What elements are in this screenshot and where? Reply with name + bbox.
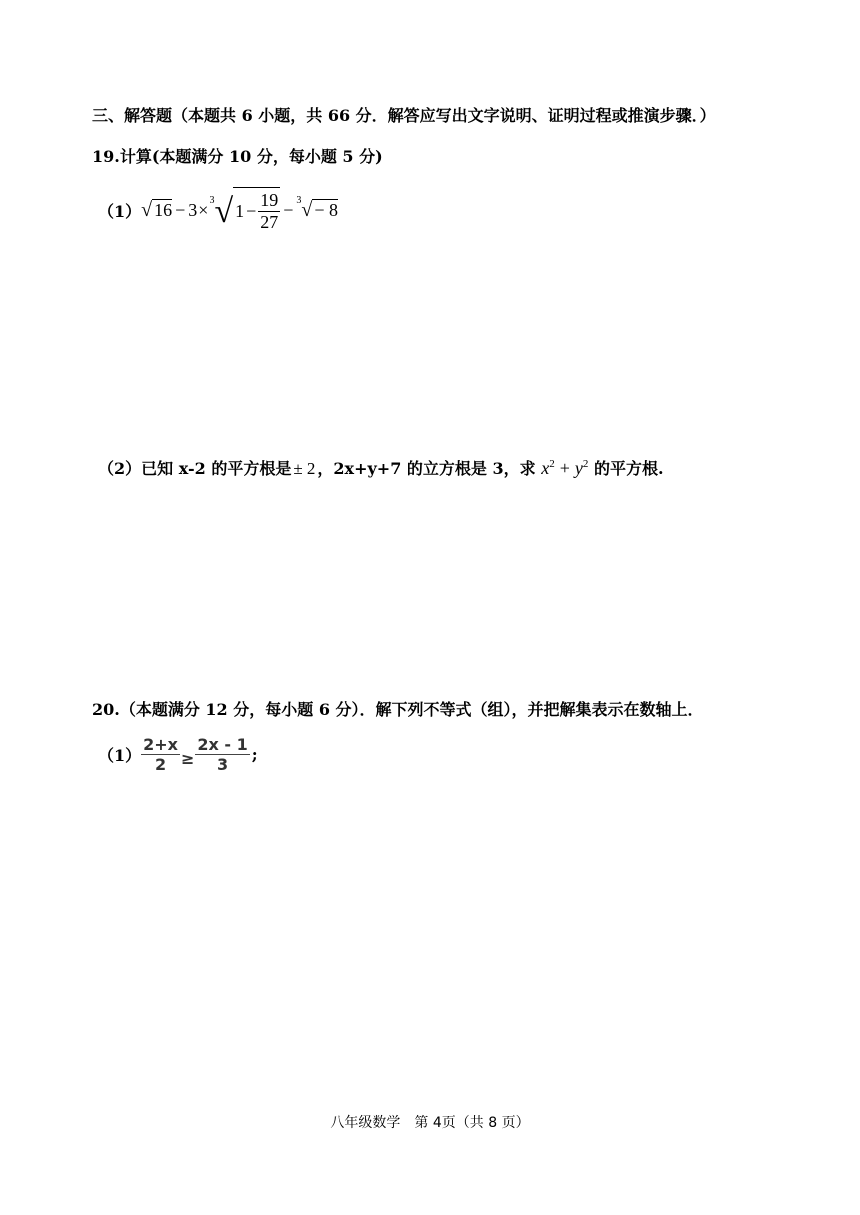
text-segment: 的平方根. xyxy=(593,459,664,478)
rhs-numerator: 2x - 1 xyxy=(197,734,248,754)
part-label: （2） xyxy=(98,459,142,478)
inequality-20-1 xyxy=(141,735,250,774)
var-y: y xyxy=(574,458,583,478)
expression-x2-plus-y2 xyxy=(541,458,588,478)
minus-sign: − xyxy=(175,199,186,220)
lhs-denominator: 2 xyxy=(155,754,167,774)
sqrt-sign: √ xyxy=(141,198,153,221)
cbrt-sign: √ xyxy=(214,193,234,230)
root-index: 3 xyxy=(209,194,215,206)
minus-sign: − xyxy=(283,199,294,220)
rhs-fraction xyxy=(195,735,249,774)
plus-sign: + xyxy=(559,458,570,478)
geq-sign: ≥ xyxy=(181,748,195,768)
lhs-numerator: 2+x xyxy=(143,734,178,754)
text-segment: 已知 x-2 的平方根是 xyxy=(141,459,292,478)
times-sign: × xyxy=(198,199,209,220)
fraction-numerator: 19 xyxy=(260,190,279,210)
part-label: （1） xyxy=(98,745,142,765)
part-label: （1） xyxy=(98,201,142,221)
section-heading: 三、解答题（本题共 6 小题，共 66 分．解答应写出文字说明、证明过程或推演步骤．） xyxy=(92,106,716,125)
coefficient: 3 xyxy=(188,199,198,220)
fraction-denominator: 27 xyxy=(260,212,279,232)
cbrt-argument: − 8 xyxy=(314,200,339,220)
question-20-part-1 xyxy=(98,728,258,780)
question-20-title: 20.（本题满分 12 分，每小题 6 分）．解下列不等式（组），并把解集表示在数轴上． xyxy=(92,700,704,719)
question-19-title: 19.计算(本题满分 10 分，每小题 5 分) xyxy=(92,147,383,166)
question-19-part-2 xyxy=(98,456,664,479)
page-footer: 八年级数学 第 4页（共 8 页） xyxy=(330,1115,530,1131)
cbrt-radicand xyxy=(233,187,280,233)
sqrt-argument: 16 xyxy=(154,200,173,220)
minus-sign: − xyxy=(246,201,257,221)
exponent: 2 xyxy=(582,458,589,470)
var-x: x xyxy=(541,458,550,478)
fraction-19-27 xyxy=(258,190,280,233)
expression-19-1 xyxy=(141,187,338,233)
root-index: 3 xyxy=(296,194,302,206)
rhs-denominator: 3 xyxy=(217,754,229,774)
cbrt-sign: √ xyxy=(301,198,313,221)
question-19-part-1 xyxy=(98,185,338,235)
exponent: 2 xyxy=(549,458,555,470)
semicolon: ; xyxy=(251,744,258,764)
lhs-fraction xyxy=(141,735,180,774)
plus-minus-two: ± 2 xyxy=(293,459,316,478)
one: 1 xyxy=(235,201,245,221)
text-segment: ，2x+y+7 的立方根是 3，求 xyxy=(317,459,536,478)
